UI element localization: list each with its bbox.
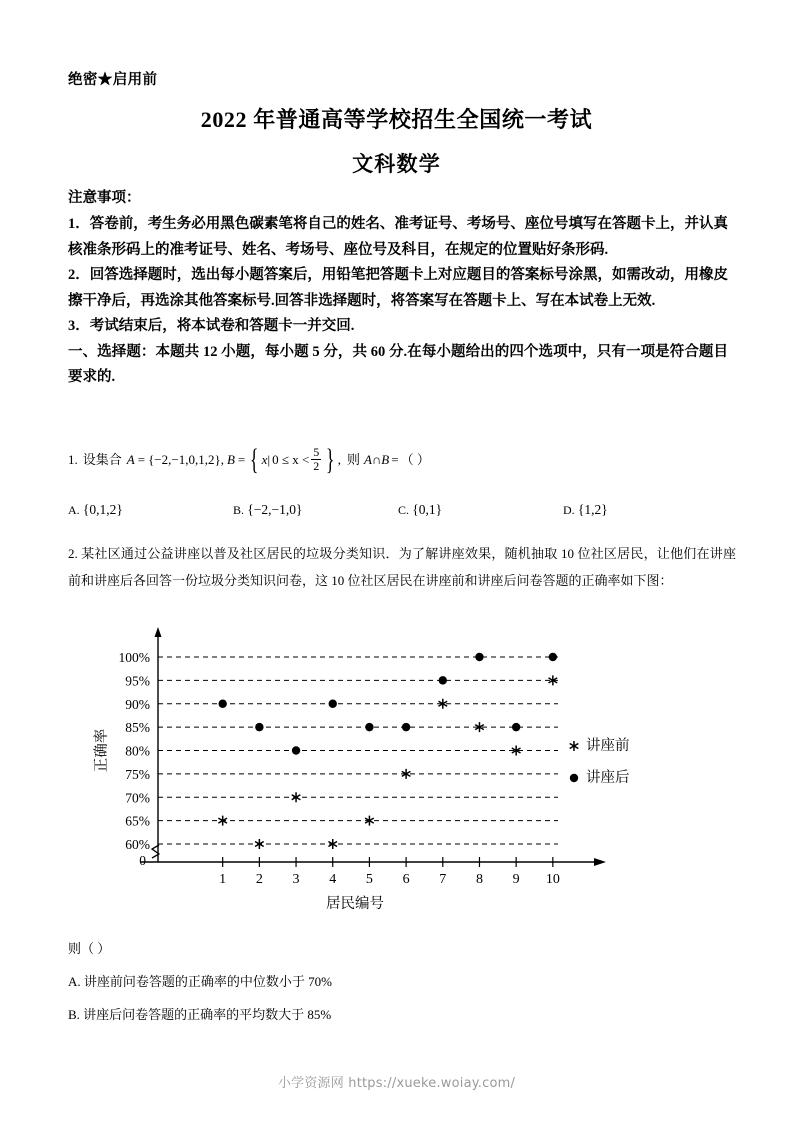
- y-axis-title: 正确率: [94, 728, 110, 773]
- y-tick-label: 70%: [125, 790, 150, 806]
- q1-eq-1: =: [137, 452, 146, 468]
- q1-set-a-name: A: [126, 452, 135, 468]
- data-point-after: [439, 676, 447, 684]
- fraction-numerator: 5: [313, 445, 320, 459]
- q1-eq-2: =: [237, 452, 246, 468]
- q1-option-c-value: {0,1}: [412, 502, 443, 517]
- q1-option-b-value: {−2,−1,0}: [247, 502, 303, 517]
- q1-comma: ,: [220, 452, 224, 468]
- notice-item-1: 1．答卷前，考生务必用黑色碳素笔将自己的姓名、准考证号、考场号、座位号填写在答题卡上，并认真核准条形码上的准考证号、姓名、考场号、座位号及科目，在规定的位置贴好条形码.: [68, 216, 728, 258]
- legend-label-after: 讲座后: [586, 770, 630, 786]
- subject-title: 文科数学: [352, 152, 441, 176]
- data-point-after: [402, 723, 410, 731]
- q1-set-b-builder: { x | 0 ≤ x < $\frac{5}{2}$ }: [250, 443, 335, 477]
- data-point-after: [255, 723, 263, 731]
- x-tick-label: 9: [512, 872, 520, 887]
- q1-number: 1.: [68, 452, 78, 468]
- q1-fraction: [311, 446, 321, 472]
- question-1-stem: [68, 443, 738, 477]
- y-tick-label: 60%: [125, 837, 150, 852]
- y-tick-label: 75%: [125, 766, 150, 782]
- q1-stem-text: 设集合: [82, 452, 122, 468]
- x-tick-label: 7: [439, 872, 447, 887]
- y-tick-label: 80%: [125, 743, 150, 759]
- notice-item-3: 3．考试结束后，将本试卷和答题卡一并交回.: [68, 318, 355, 334]
- y-tick-label: 100%: [118, 650, 150, 665]
- origin-label: 0: [139, 853, 146, 868]
- x-axis-title: 居民编号: [326, 896, 384, 912]
- data-point-before: [255, 839, 264, 849]
- data-point-after: [329, 700, 337, 708]
- data-point-after: [218, 700, 226, 708]
- question-2-stem: 2. 某社区通过公益讲座以普及社区居民的垃圾分类知识．为了解讲座效果，随机抽取 10 位社区居民，让他们在讲座前和讲座后各回答一份垃圾分类知识问卷，这 10 位社区居民在讲座前和讲座后问卷答题的正确率如下图：: [68, 546, 736, 588]
- data-point-before: [570, 741, 579, 751]
- x-tick-label: 2: [255, 872, 263, 887]
- q1-option-c[interactable]: [398, 502, 442, 518]
- q1-result-b: B: [381, 452, 390, 468]
- chart-svg: [70, 622, 650, 914]
- y-axis-arrow: [155, 627, 162, 637]
- legend-label-before: 讲座前: [586, 738, 630, 754]
- section-one-heading: 一、选择题：本题共 12 小题，每小题 5 分，共 60 分.在每小题给出的四个选项中，只有一项是符合题目要求的.: [68, 343, 728, 385]
- x-tick-label: 3: [292, 872, 300, 887]
- x-tick-label: 4: [329, 872, 337, 887]
- q1-then-word: 则: [346, 452, 360, 468]
- x-tick-label: 10: [545, 872, 560, 887]
- x-tick-label: 6: [402, 872, 410, 887]
- x-axis-arrow: [594, 858, 606, 866]
- x-tick-label: 5: [365, 872, 373, 887]
- q1-set-b-ineq: 0 ≤ x <: [272, 452, 310, 468]
- q2-option-b[interactable]: B. 讲座后问卷答题的正确率的平均数大于 85%: [68, 1007, 332, 1022]
- data-point-after: [365, 723, 373, 731]
- data-point-after: [292, 746, 300, 754]
- q2-option-a[interactable]: A. 讲座前问卷答题的正确率的中位数小于 70%: [68, 974, 332, 989]
- y-tick-label: 95%: [125, 673, 150, 689]
- q1-option-b[interactable]: [233, 502, 302, 518]
- q1-option-d-label: D.: [563, 503, 575, 517]
- x-tick-label: 8: [475, 872, 483, 887]
- q1-answer-blank[interactable]: （ ）: [400, 452, 430, 468]
- data-point-after: [512, 723, 520, 731]
- q2-then-label: 则（ ）: [68, 941, 111, 956]
- page-title: 2022 年普通高等学校招生全国统一考试: [200, 107, 593, 132]
- notice-item-2: 2．回答选择题时，选出每小题答案后，用铅笔把答题卡上对应题目的答案标号涂黑，如需改动，用橡皮擦干净后，再选涂其他答案标号.回答非选择题时，将答案写在答题卡上、写在本试卷上无效.: [68, 267, 728, 309]
- data-point-after: [570, 774, 578, 782]
- q1-set-b-name: B: [226, 452, 235, 468]
- q1-option-a[interactable]: [68, 502, 123, 518]
- q1-option-a-value: {0,1,2}: [82, 502, 123, 517]
- data-point-after: [475, 653, 483, 661]
- q1-set-b-bar: |: [267, 452, 271, 468]
- q1-result-a: A: [363, 452, 372, 468]
- q1-set-b-var: x: [261, 452, 268, 468]
- q1-option-d-value: {1,2}: [577, 502, 608, 517]
- q1-option-a-label: A.: [68, 503, 80, 517]
- q1-eq-3: =: [391, 452, 399, 468]
- footer-watermark: 小学资源网 https://xueke.woiay.com/: [277, 1076, 516, 1091]
- fraction-denominator: 2: [313, 458, 320, 473]
- y-tick-label: 65%: [125, 813, 150, 829]
- data-point-after: [549, 653, 557, 661]
- secret-label: 绝密★启用前: [68, 72, 158, 88]
- q1-set-a-value: {−2,−1,0,1,2}: [148, 452, 221, 468]
- q1-option-c-label: C.: [398, 503, 410, 517]
- q1-option-d[interactable]: [563, 502, 608, 518]
- accuracy-scatter-chart: [70, 622, 650, 914]
- notices-heading: 注意事项：: [68, 190, 141, 206]
- y-tick-label: 90%: [125, 696, 150, 712]
- y-tick-label: 85%: [125, 720, 150, 736]
- notices-block: [68, 186, 728, 391]
- q1-intersection-symbol: ∩: [371, 452, 382, 468]
- x-tick-label: 1: [219, 872, 227, 887]
- q1-comma-2: ,: [337, 452, 341, 468]
- q1-option-b-label: B.: [233, 503, 245, 517]
